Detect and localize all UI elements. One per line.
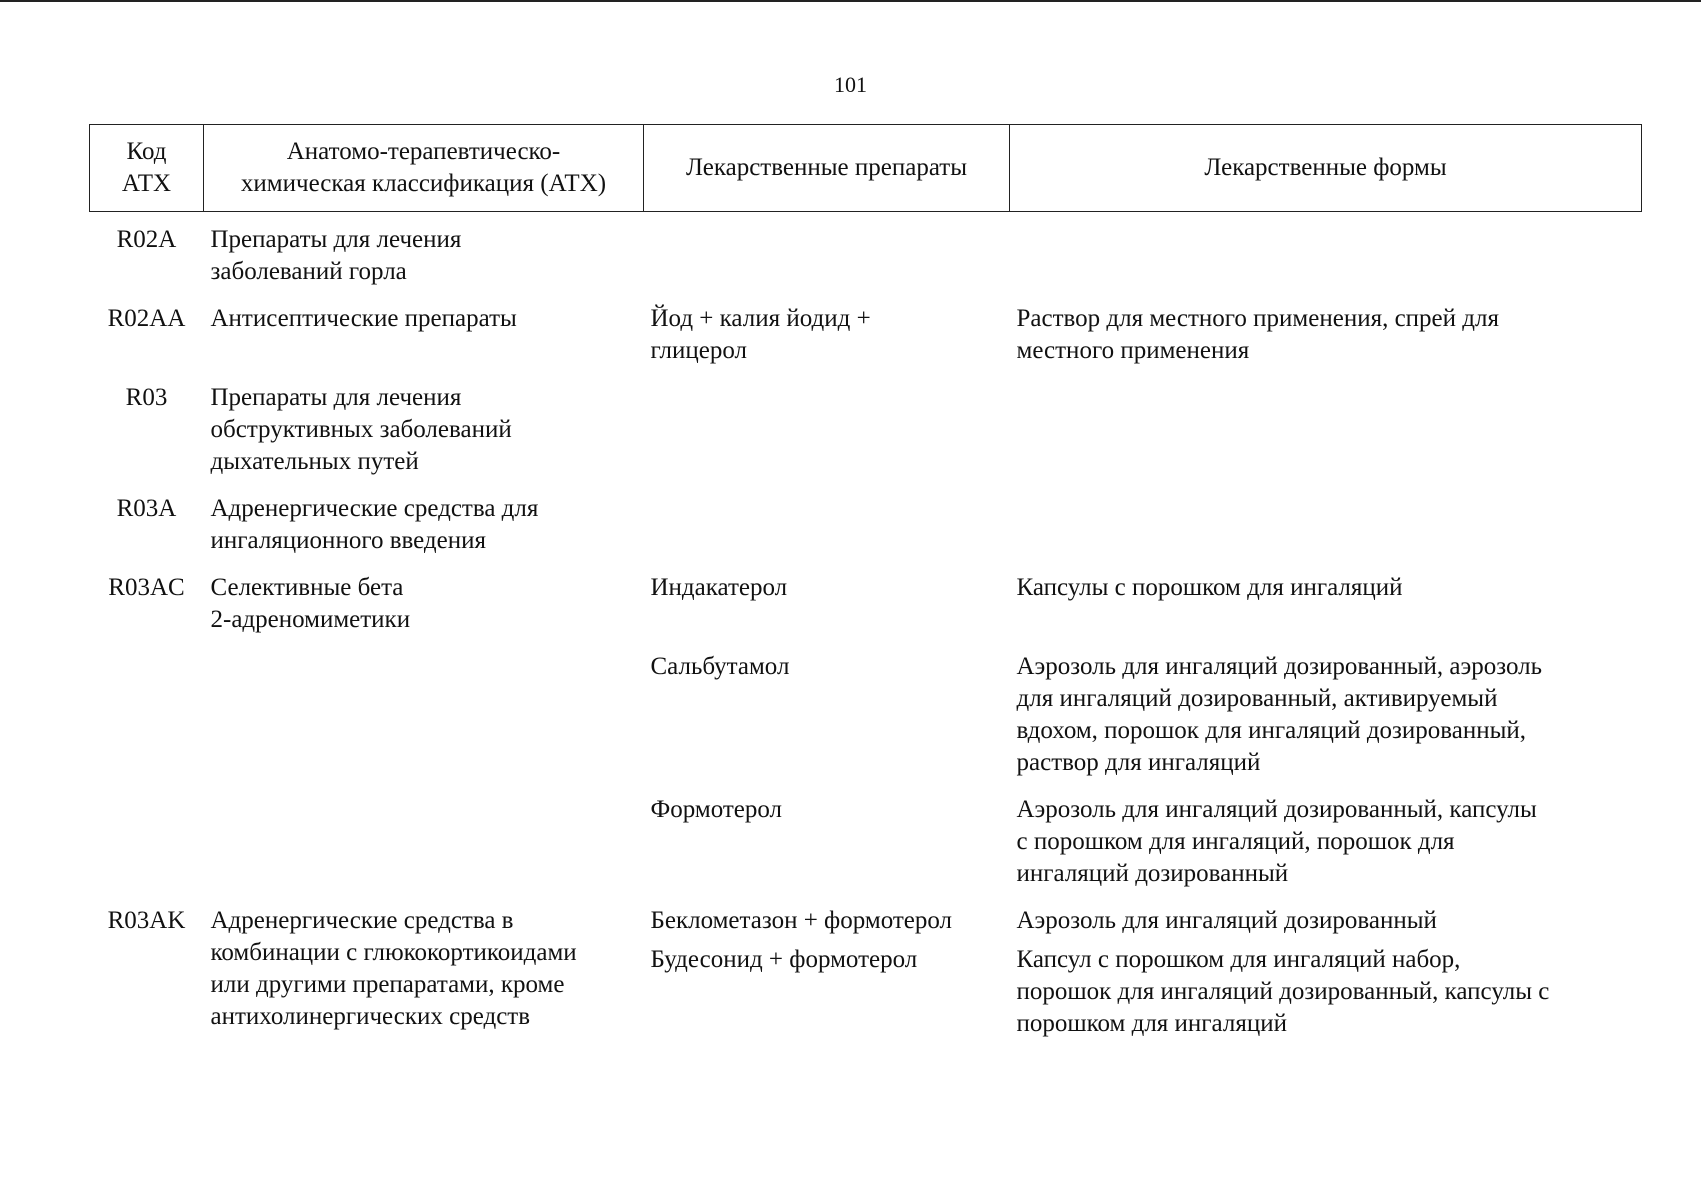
forms-cell bbox=[1010, 481, 1642, 560]
drug-cell: Индакатерол bbox=[650, 574, 788, 601]
classification-cell: Селективные бета 2-адреномиметики bbox=[210, 574, 411, 633]
atx-code-cell bbox=[90, 639, 204, 782]
forms-cell bbox=[1010, 212, 1642, 292]
classification-cell: Препараты для лечения обструктивных заболеваний дыхательных путей bbox=[210, 384, 512, 475]
drug-cell: Формотерол bbox=[650, 796, 783, 823]
atx-code-cell bbox=[90, 782, 204, 893]
drug-cell: Будесонид + формотерол bbox=[650, 946, 918, 973]
top-border-line bbox=[0, 0, 1701, 2]
table-row bbox=[90, 212, 1642, 292]
atx-code-cell: R02A bbox=[116, 226, 177, 253]
atx-code-cell: R03 bbox=[125, 384, 168, 411]
forms-cell: Раствор для местного применения, спрей для местного применения bbox=[1016, 305, 1499, 364]
atx-code-cell: R03AK bbox=[107, 907, 186, 934]
drug-cell bbox=[644, 370, 1010, 481]
drug-cell bbox=[644, 481, 1010, 560]
table-header-row bbox=[90, 125, 1642, 212]
classification-cell: Антисептические препараты bbox=[210, 305, 517, 332]
header-classification: Анатомо-терапевтическо- химическая классификация (АТХ) bbox=[204, 125, 644, 212]
drug-cell: Беклометазон + формотерол bbox=[650, 907, 953, 934]
header-code: Код АТХ bbox=[90, 125, 204, 212]
table-row bbox=[90, 370, 1642, 481]
table-row bbox=[90, 291, 1642, 370]
forms-cell: Капсулы с порошком для ингаляций bbox=[1016, 574, 1403, 601]
atx-code-cell: R03A bbox=[116, 495, 177, 522]
header-forms: Лекарственные формы bbox=[1010, 125, 1642, 212]
table-row bbox=[90, 639, 1642, 782]
classification-cell: Адренергические средства в комбинации с глюкокортикоидами или другими препаратами, кроме антихолинергических средств bbox=[210, 907, 577, 1030]
classification-cell: Препараты для лечения заболеваний горла bbox=[210, 226, 462, 285]
classification-cell bbox=[204, 782, 644, 893]
page-number: 101 bbox=[834, 72, 867, 97]
header-drugs: Лекарственные препараты bbox=[644, 125, 1010, 212]
table-row bbox=[90, 481, 1642, 560]
drug-cell: Йод + калия йодид + глицерол bbox=[650, 305, 871, 364]
classification-cell: Адренергические средства для ингаляционного введения bbox=[210, 495, 539, 554]
forms-cell: Аэрозоль для ингаляций дозированный bbox=[1016, 907, 1437, 934]
drug-cell: Сальбутамол bbox=[650, 653, 790, 680]
drug-cell bbox=[644, 212, 1010, 292]
classification-cell bbox=[204, 639, 644, 782]
forms-cell: Аэрозоль для ингаляций дозированный, капсулы с порошком для ингаляций, порошок для ингаляций дозированный bbox=[1016, 796, 1537, 887]
table-row bbox=[90, 893, 1642, 940]
atx-code-cell: R03AC bbox=[108, 574, 185, 601]
forms-cell: Аэрозоль для ингаляций дозированный, аэрозоль для ингаляций дозированный, активируемый вдохом, порошок для ингаляций дозированный, раствор для ингаляций bbox=[1016, 653, 1543, 776]
forms-cell: Капсул с порошком для ингаляций набор, порошок для ингаляций дозированный, капсулы с порошком для ингаляций bbox=[1016, 946, 1550, 1037]
atx-table bbox=[89, 124, 1642, 1043]
table-row bbox=[90, 560, 1642, 639]
table-row bbox=[90, 782, 1642, 893]
atx-code-cell: R02AA bbox=[107, 305, 186, 332]
forms-cell bbox=[1010, 370, 1642, 481]
